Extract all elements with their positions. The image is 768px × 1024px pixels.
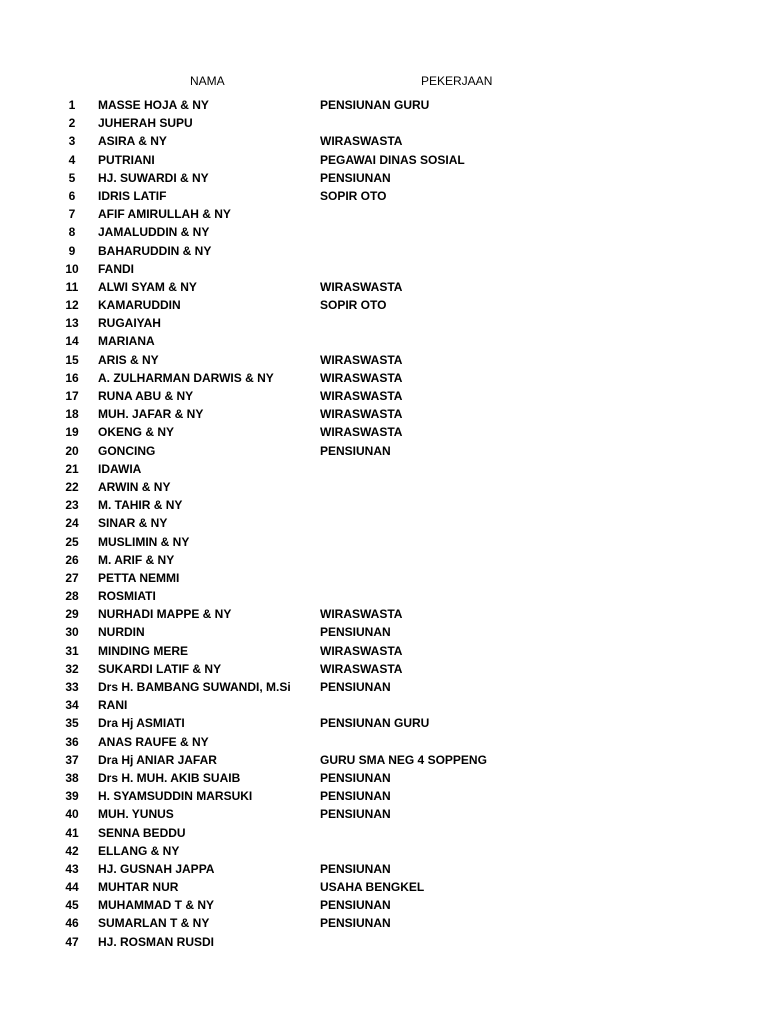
table-row bbox=[0, 332, 768, 350]
row-number: 4 bbox=[68, 152, 76, 167]
table-row bbox=[0, 787, 768, 805]
table-body bbox=[0, 96, 768, 951]
row-number: 41 bbox=[65, 825, 79, 840]
row-nama: ALWI SYAM & NY bbox=[98, 279, 197, 294]
row-number: 12 bbox=[65, 298, 79, 313]
table-row bbox=[0, 623, 768, 641]
row-nama: IDRIS LATIF bbox=[98, 188, 167, 203]
row-nama: HJ. GUSNAH JAPPA bbox=[98, 861, 215, 876]
row-nama: IDAWIA bbox=[98, 461, 142, 476]
row-number: 34 bbox=[65, 698, 79, 713]
table-row bbox=[0, 514, 768, 532]
row-pekerjaan: USAHA BENGKEL bbox=[320, 880, 425, 895]
table-row bbox=[0, 223, 768, 241]
row-nama: KAMARUDDIN bbox=[98, 298, 181, 313]
table-row bbox=[0, 369, 768, 387]
row-nama: SUMARLAN T & NY bbox=[98, 916, 210, 931]
row-nama: ARWIN & NY bbox=[98, 479, 171, 494]
row-nama: HJ. SUWARDI & NY bbox=[98, 170, 209, 185]
row-nama: MINDING MERE bbox=[98, 643, 188, 658]
row-nama: MARIANA bbox=[98, 334, 155, 349]
row-number: 1 bbox=[68, 98, 76, 112]
row-nama: ARIS & NY bbox=[98, 352, 159, 367]
row-number: 28 bbox=[65, 589, 79, 604]
row-number: 45 bbox=[65, 898, 79, 913]
table-row bbox=[0, 733, 768, 751]
table-row bbox=[0, 878, 768, 896]
row-number: 21 bbox=[65, 461, 79, 476]
row-nama: MUHAMMAD T & NY bbox=[98, 898, 214, 913]
row-pekerjaan: PENSIUNAN bbox=[320, 916, 391, 931]
row-pekerjaan: WIRASWASTA bbox=[320, 279, 403, 294]
row-nama: RANI bbox=[98, 698, 128, 713]
row-pekerjaan: GURU SMA NEG 4 SOPPENG bbox=[320, 752, 487, 767]
column-header-nama: NAMA bbox=[190, 74, 225, 88]
row-number: 17 bbox=[65, 389, 79, 403]
row-nama: A. ZULHARMAN DARWIS & NY bbox=[98, 370, 274, 385]
row-number: 46 bbox=[65, 916, 79, 931]
row-nama: RUGAIYAH bbox=[98, 316, 161, 331]
row-nama: BAHARUDDIN & NY bbox=[98, 243, 212, 258]
table-row bbox=[0, 605, 768, 623]
table-row bbox=[0, 896, 768, 914]
row-number: 26 bbox=[65, 552, 79, 567]
row-number: 8 bbox=[68, 225, 76, 240]
row-number: 2 bbox=[68, 116, 76, 131]
row-pekerjaan: WIRASWASTA bbox=[320, 661, 403, 676]
row-nama: MUH. YUNUS bbox=[98, 807, 174, 822]
table-row bbox=[0, 587, 768, 605]
row-number: 11 bbox=[65, 279, 79, 294]
row-nama: PUTRIANI bbox=[98, 152, 155, 167]
row-pekerjaan: PENSIUNAN bbox=[320, 170, 391, 185]
row-nama: Drs H. BAMBANG SUWANDI, M.Si bbox=[98, 680, 291, 694]
row-pekerjaan: WIRASWASTA bbox=[320, 352, 403, 367]
table-row bbox=[0, 242, 768, 260]
row-pekerjaan: PENSIUNAN bbox=[320, 861, 391, 876]
table-row bbox=[0, 805, 768, 823]
table-row bbox=[0, 423, 768, 441]
row-number: 3 bbox=[68, 134, 76, 149]
row-nama: M. TAHIR & NY bbox=[98, 498, 183, 513]
table-row bbox=[0, 660, 768, 678]
row-nama: ELLANG & NY bbox=[98, 843, 180, 858]
row-nama: ASIRA & NY bbox=[98, 134, 167, 149]
table-row bbox=[0, 351, 768, 369]
row-pekerjaan: PENSIUNAN bbox=[320, 625, 391, 640]
row-pekerjaan: PENSIUNAN bbox=[320, 807, 391, 822]
table-row bbox=[0, 151, 768, 169]
row-pekerjaan: SOPIR OTO bbox=[320, 188, 387, 203]
row-pekerjaan: PENSIUNAN GURU bbox=[320, 716, 430, 731]
row-nama: MASSE HOJA & NY bbox=[98, 98, 209, 112]
row-nama: ROSMIATI bbox=[98, 589, 156, 604]
row-number: 27 bbox=[65, 570, 79, 585]
row-pekerjaan: WIRASWASTA bbox=[320, 134, 403, 149]
table-row bbox=[0, 96, 768, 114]
table-row bbox=[0, 460, 768, 478]
row-number: 22 bbox=[65, 479, 79, 494]
table-row bbox=[0, 824, 768, 842]
row-number: 14 bbox=[65, 334, 79, 349]
row-number: 47 bbox=[65, 934, 79, 949]
row-nama: HJ. ROSMAN RUSDI bbox=[98, 934, 215, 949]
row-number: 20 bbox=[65, 443, 79, 458]
table-row bbox=[0, 442, 768, 460]
row-number: 29 bbox=[65, 607, 79, 622]
row-pekerjaan: PENSIUNAN bbox=[320, 680, 391, 694]
row-number: 16 bbox=[65, 370, 79, 385]
row-pekerjaan: WIRASWASTA bbox=[320, 370, 403, 385]
row-number: 32 bbox=[65, 661, 79, 676]
table-row bbox=[0, 114, 768, 132]
table-row bbox=[0, 260, 768, 278]
row-pekerjaan: WIRASWASTA bbox=[320, 607, 403, 622]
row-number: 43 bbox=[65, 861, 79, 876]
row-nama: SENNA BEDDU bbox=[98, 825, 186, 840]
row-nama: M. ARIF & NY bbox=[98, 552, 175, 567]
table-row bbox=[0, 751, 768, 769]
row-number: 35 bbox=[65, 716, 79, 731]
row-nama: Drs H. MUH. AKIB SUAIB bbox=[98, 770, 241, 785]
row-pekerjaan: SOPIR OTO bbox=[320, 298, 387, 313]
row-nama: MUH. JAFAR & NY bbox=[98, 407, 204, 422]
table-row bbox=[0, 169, 768, 187]
row-number: 24 bbox=[65, 516, 79, 531]
table-row bbox=[0, 187, 768, 205]
table-row bbox=[0, 478, 768, 496]
table-row bbox=[0, 551, 768, 569]
table-row bbox=[0, 296, 768, 314]
row-pekerjaan: PENSIUNAN bbox=[320, 770, 391, 785]
row-nama: RUNA ABU & NY bbox=[98, 389, 194, 403]
row-nama: FANDI bbox=[98, 261, 134, 276]
row-pekerjaan: PENSIUNAN bbox=[320, 898, 391, 913]
row-nama: PETTA NEMMI bbox=[98, 570, 180, 585]
row-nama: SUKARDI LATIF & NY bbox=[98, 661, 222, 676]
table-row bbox=[0, 496, 768, 514]
row-number: 13 bbox=[65, 316, 79, 331]
table-row bbox=[0, 278, 768, 296]
row-number: 9 bbox=[68, 243, 76, 258]
row-number: 7 bbox=[68, 207, 76, 222]
table-row bbox=[0, 769, 768, 787]
row-number: 40 bbox=[65, 807, 79, 822]
table-row bbox=[0, 678, 768, 696]
row-nama: GONCING bbox=[98, 443, 156, 458]
row-nama: MUHTAR NUR bbox=[98, 880, 179, 895]
table-row bbox=[0, 914, 768, 932]
row-number: 30 bbox=[65, 625, 79, 640]
table-row bbox=[0, 387, 768, 405]
row-number: 18 bbox=[65, 407, 79, 422]
row-number: 6 bbox=[68, 188, 76, 203]
table-row bbox=[0, 533, 768, 551]
table-row bbox=[0, 696, 768, 714]
row-number: 15 bbox=[65, 352, 79, 367]
row-pekerjaan: PENSIUNAN GURU bbox=[320, 98, 430, 112]
row-number: 10 bbox=[65, 261, 79, 276]
row-number: 44 bbox=[65, 880, 79, 895]
row-nama: AFIF AMIRULLAH & NY bbox=[98, 207, 231, 222]
table-row bbox=[0, 642, 768, 660]
table-row bbox=[0, 933, 768, 951]
row-nama: NURDIN bbox=[98, 625, 145, 640]
row-nama: H. SYAMSUDDIN MARSUKI bbox=[98, 789, 253, 804]
row-nama: JUHERAH SUPU bbox=[98, 116, 193, 131]
row-nama: OKENG & NY bbox=[98, 425, 175, 440]
table-row bbox=[0, 205, 768, 223]
table-row bbox=[0, 132, 768, 150]
row-nama: NURHADI MAPPE & NY bbox=[98, 607, 232, 622]
row-number: 42 bbox=[65, 843, 79, 858]
row-nama: JAMALUDDIN & NY bbox=[98, 225, 210, 240]
table-row bbox=[0, 569, 768, 587]
row-nama: Dra Hj ANIAR JAFAR bbox=[98, 752, 217, 767]
row-pekerjaan: PENSIUNAN bbox=[320, 789, 391, 804]
row-number: 5 bbox=[68, 170, 76, 185]
table-row bbox=[0, 314, 768, 332]
row-pekerjaan: WIRASWASTA bbox=[320, 425, 403, 440]
row-pekerjaan: PENSIUNAN bbox=[320, 443, 391, 458]
row-number: 33 bbox=[65, 680, 79, 694]
row-nama: SINAR & NY bbox=[98, 516, 168, 531]
row-number: 39 bbox=[65, 789, 79, 804]
row-pekerjaan: WIRASWASTA bbox=[320, 643, 403, 658]
row-number: 25 bbox=[65, 534, 79, 549]
table-row bbox=[0, 860, 768, 878]
row-number: 37 bbox=[65, 752, 79, 767]
row-pekerjaan: WIRASWASTA bbox=[320, 389, 403, 403]
column-header-pekerjaan: PEKERJAAN bbox=[421, 74, 493, 88]
table-row bbox=[0, 842, 768, 860]
row-nama: ANAS RAUFE & NY bbox=[98, 734, 209, 749]
row-number: 36 bbox=[65, 734, 79, 749]
row-pekerjaan: PEGAWAI DINAS SOSIAL bbox=[320, 152, 465, 167]
row-number: 19 bbox=[65, 425, 79, 440]
row-number: 23 bbox=[65, 498, 79, 513]
row-number: 38 bbox=[65, 770, 79, 785]
table-row bbox=[0, 405, 768, 423]
row-pekerjaan: WIRASWASTA bbox=[320, 407, 403, 422]
table-row bbox=[0, 714, 768, 732]
row-nama: Dra Hj ASMIATI bbox=[98, 716, 185, 731]
table-header bbox=[0, 72, 768, 90]
row-nama: MUSLIMIN & NY bbox=[98, 534, 190, 549]
row-number: 31 bbox=[65, 643, 79, 658]
